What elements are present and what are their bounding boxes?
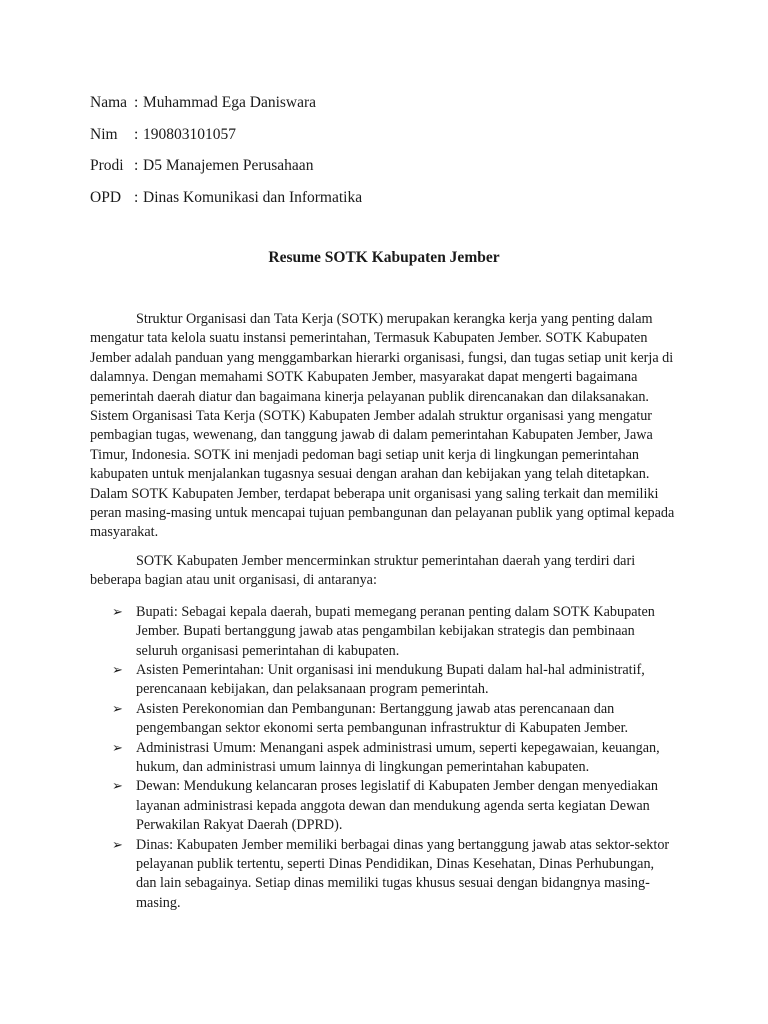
info-label: OPD: [90, 188, 122, 206]
info-label: Prodi: [90, 157, 124, 174]
list-item: [90, 836, 678, 914]
info-row-opd: [90, 186, 362, 218]
info-value-opd: Dinas Komunikasi dan Informatika: [143, 188, 363, 206]
list-item: [90, 661, 678, 700]
paragraph-intro: Struktur Organisasi dan Tata Kerja (SOTK) merupakan kerangka kerja yang penting dalam mengatur tata kelola suatu instansi pemerintahan, Termasuk Kabupaten Jember. SOTK Kabupaten Jember adalah panduan yang menggambarkan hierarki organisasi, fungsi, dan tugas setiap unit kerja di dalamnya. Dengan memahami SOTK Kabupaten Jember, masyarakat dapat mengerti bagaimana pemerintah daerah diatur dan bagaimana kinerja pelayanan publik direncanakan dan dilaksanakan. Sistem Organisasi Tata Kerja (SOTK) Kabupaten Jember adalah struktur organisasi yang mengatur pembagian tugas, wewenang, dan tanggung jawab di dalam pemerintahan Kabupaten Jember, Jawa Timur, Indonesia. SOTK ini menjadi pedoman bagi setiap unit kerja di lingkungan pemerintahan kabupaten untuk menjalankan tugasnya sesuai dengan arahan dan kebijakan yang telah ditetapkan. Dalam SOTK Kabupaten Jember, terdapat beberapa unit organisasi yang saling terkait dan memiliki peran masing-masing untuk mencapai tujuan pembangunan dan pelayanan publik yang optimal kepada masyarakat.: [90, 311, 675, 541]
list-item: [90, 603, 678, 661]
info-row-nama: [90, 91, 362, 123]
list-item-text: Asisten Pemerintahan: Unit organisasi ini mendukung Bupati dalam hal-hal administratif, perencanaan kebijakan, dan pelaksanaan program pemerintah.: [136, 661, 645, 698]
arrowhead-bullet-icon: ➢: [112, 701, 123, 717]
arrowhead-bullet-icon: ➢: [112, 662, 123, 678]
info-separator: :: [134, 94, 139, 111]
arrowhead-bullet-icon: ➢: [112, 604, 123, 620]
list-item-text: Administrasi Umum: Menangani aspek administrasi umum, seperti kepegawaian, keuangan, hukum, dan administrasi umum lainnya di lingkungan pemerintahan kabupaten.: [136, 739, 660, 775]
info-value-nama: Muhammad Ega Daniswara: [143, 94, 317, 111]
paragraph-units-lead: SOTK Kabupaten Jember mencerminkan struktur pemerintahan daerah yang terdiri dari beberapa bagian atau unit organisasi, di antaranya:: [90, 552, 636, 589]
student-info-block: [90, 91, 362, 217]
info-separator: :: [134, 157, 139, 174]
info-value-nim: 190803101057: [143, 125, 236, 143]
info-separator: :: [134, 125, 139, 143]
arrowhead-bullet-icon: ➢: [112, 837, 123, 853]
list-item-text: Dinas: Kabupaten Jember memiliki berbagai dinas yang bertanggung jawab atas sektor-sektor pelayanan publik tertentu, seperti Dinas Pendidikan, Dinas Kesehatan, Dinas Perhubungan, dan lain sebagainya. Setiap dinas memiliki tugas khusus sesuai dengan bidangnya masing-masing.: [136, 836, 670, 911]
list-item-text: Dewan: Mendukung kelancaran proses legislatif di Kabupaten Jember dengan menyediakan layanan administrasi kepada anggota dewan dan mendukung agenda serta kegiatan Dewan Perwakilan Rakyat Daerah (DPRD).: [136, 778, 659, 834]
document-title: Resume SOTK Kabupaten Jember: [268, 249, 500, 266]
list-item-text: Bupati: Sebagai kepala daerah, bupati memegang peranan penting dalam SOTK Kabupaten Jember. Bupati bertanggung jawab atas pengambilan kebijakan strategis dan pembinaan seluruh organisasi pemerintahan di kabupaten.: [136, 603, 655, 659]
unit-list: [90, 603, 678, 914]
info-row-nim: [90, 123, 362, 155]
arrowhead-bullet-icon: ➢: [112, 740, 123, 756]
info-separator: :: [134, 188, 139, 206]
info-row-prodi: [90, 154, 362, 186]
list-item: [90, 739, 678, 778]
list-item: [90, 700, 678, 739]
list-item-text: Asisten Perekonomian dan Pembangunan: Bertanggung jawab atas perencanaan dan pengembangan sektor ekonomi serta pembangunan infrastruktur di Kabupaten Jember.: [136, 700, 629, 737]
document-body: [90, 310, 678, 913]
info-value-prodi: D5 Manajemen Perusahaan: [143, 157, 314, 174]
info-label: Nama: [90, 94, 128, 111]
list-item: [90, 777, 678, 835]
info-label: Nim: [90, 125, 118, 143]
arrowhead-bullet-icon: ➢: [112, 779, 123, 795]
